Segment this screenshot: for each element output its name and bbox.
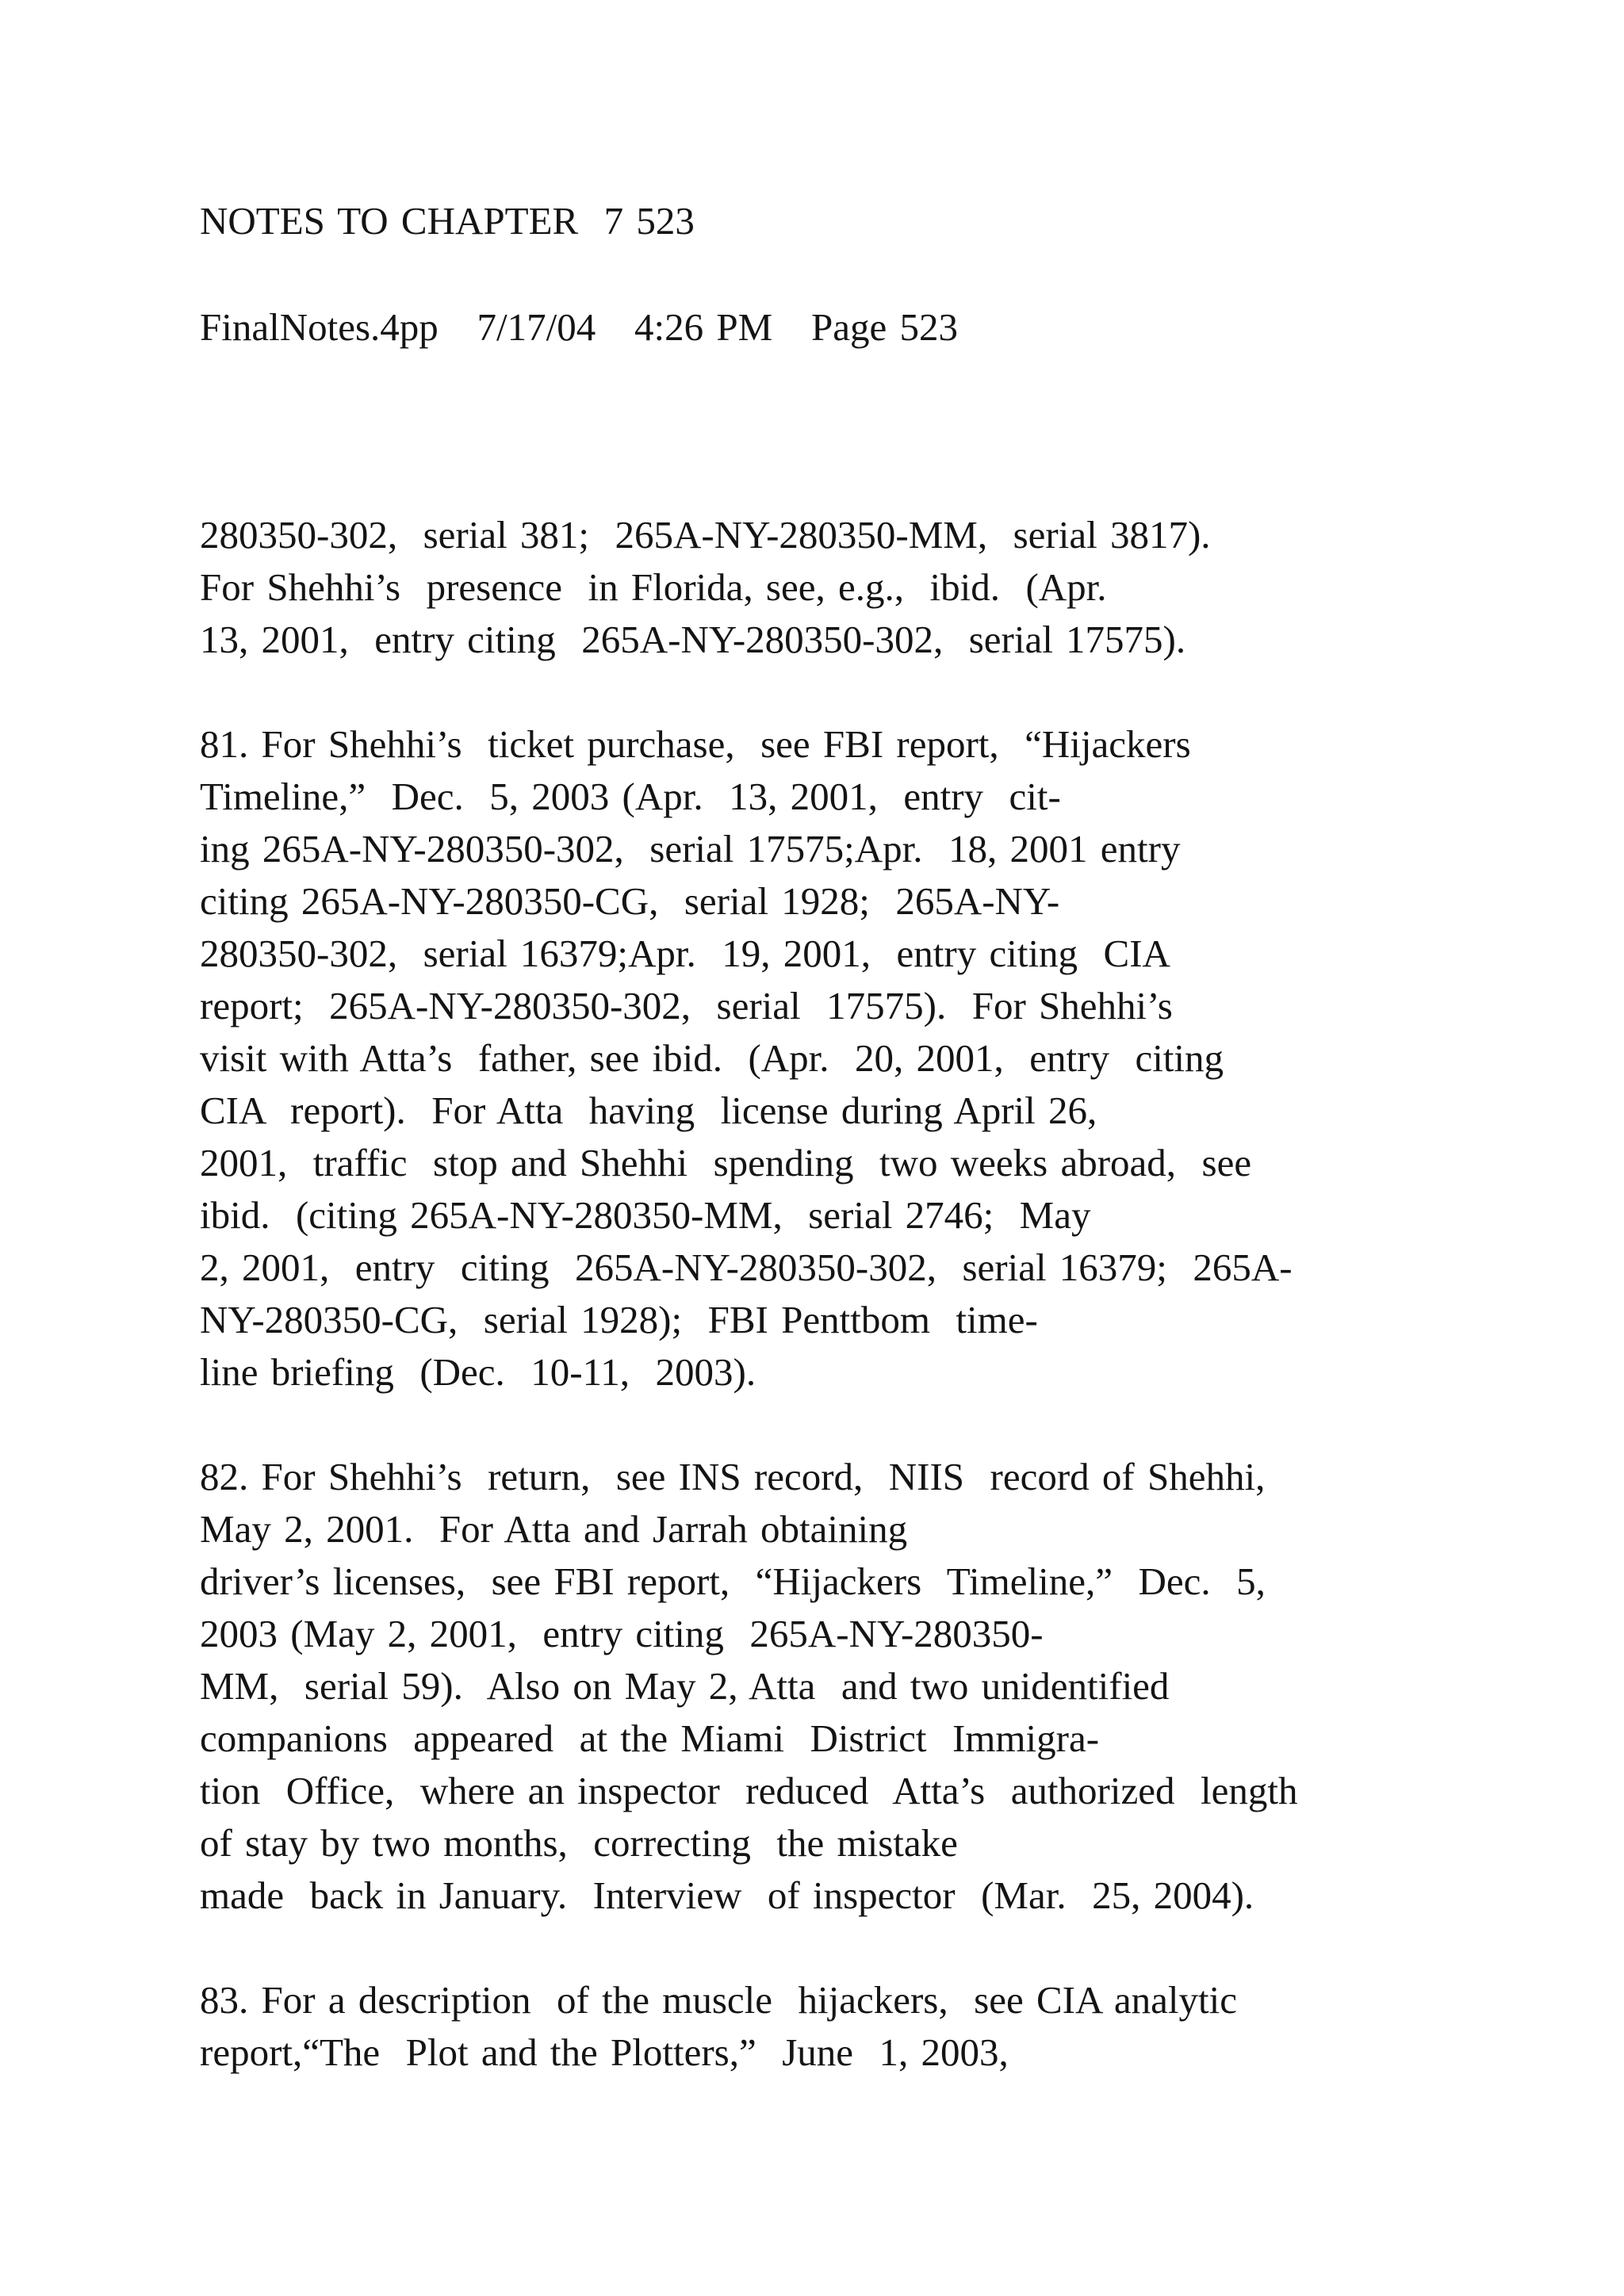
note-line: ibid. (citing 265A-NY-280350-MM, serial 2746; May <box>200 1193 1091 1237</box>
note-line: 2, 2001, entry citing 265A-NY-280350-302, serial 16379; 265A- <box>200 1246 1293 1289</box>
note-line: 280350-302, serial 381; 265A-NY-280350-MM, serial 3817). <box>200 513 1211 557</box>
note-line: report; 265A-NY-280350-302, serial 17575). For Shehhi’s <box>200 984 1173 1027</box>
note-line: 83. For a description of the muscle hijackers, see CIA analytic <box>200 1978 1237 2022</box>
note-line: companions appeared at the Miami District Immigra- <box>200 1716 1100 1760</box>
running-title: NOTES TO CHAPTER 7 523 <box>200 199 695 243</box>
note-line: citing 265A-NY-280350-CG, serial 1928; 265A-NY- <box>200 879 1060 923</box>
note-line: NY-280350-CG, serial 1928); FBI Penttbom time- <box>200 1298 1038 1341</box>
note-line: 82. For Shehhi’s return, see INS record, NIIS record of Shehhi, <box>200 1455 1266 1498</box>
note-line: line briefing (Dec. 10-11, 2003). <box>200 1350 756 1394</box>
note-line: ing 265A-NY-280350-302, serial 17575;Apr. 18, 2001 entry <box>200 827 1181 871</box>
note-line: visit with Atta’s father, see ibid. (Apr. 20, 2001, entry citing <box>200 1036 1224 1080</box>
note-line: 81. For Shehhi’s ticket purchase, see FBI report, “Hijackers <box>200 722 1191 766</box>
note-line: of stay by two months, correcting the mistake <box>200 1821 958 1865</box>
note-line: 2001, traffic stop and Shehhi spending two weeks abroad, see <box>200 1141 1252 1184</box>
note-line: driver’s licenses, see FBI report, “Hijackers Timeline,” Dec. 5, <box>200 1559 1266 1603</box>
note-line: made back in January. Interview of inspector (Mar. 25, 2004). <box>200 1873 1254 1917</box>
note-line: tion Office, where an inspector reduced Atta’s authorized length <box>200 1769 1298 1812</box>
note-line: 280350-302, serial 16379;Apr. 19, 2001, entry citing CIA <box>200 932 1170 975</box>
note-line: MM, serial 59). Also on May 2, Atta and two unidentified <box>200 1664 1170 1708</box>
note-line: For Shehhi’s presence in Florida, see, e.g., ibid. (Apr. <box>200 565 1107 609</box>
note-line: 13, 2001, entry citing 265A-NY-280350-302, serial 17575). <box>200 618 1186 661</box>
note-line: May 2, 2001. For Atta and Jarrah obtaining <box>200 1507 908 1551</box>
note-line: CIA report). For Atta having license during April 26, <box>200 1089 1097 1132</box>
note-line: Timeline,” Dec. 5, 2003 (Apr. 13, 2001, entry cit- <box>200 775 1061 818</box>
note-line: report,“The Plot and the Plotters,” June 1, 2003, <box>200 2030 1009 2074</box>
note-line: 2003 (May 2, 2001, entry citing 265A-NY-280350- <box>200 1612 1044 1655</box>
file-info-line: FinalNotes.4pp 7/17/04 4:26 PM Page 523 <box>200 305 958 349</box>
